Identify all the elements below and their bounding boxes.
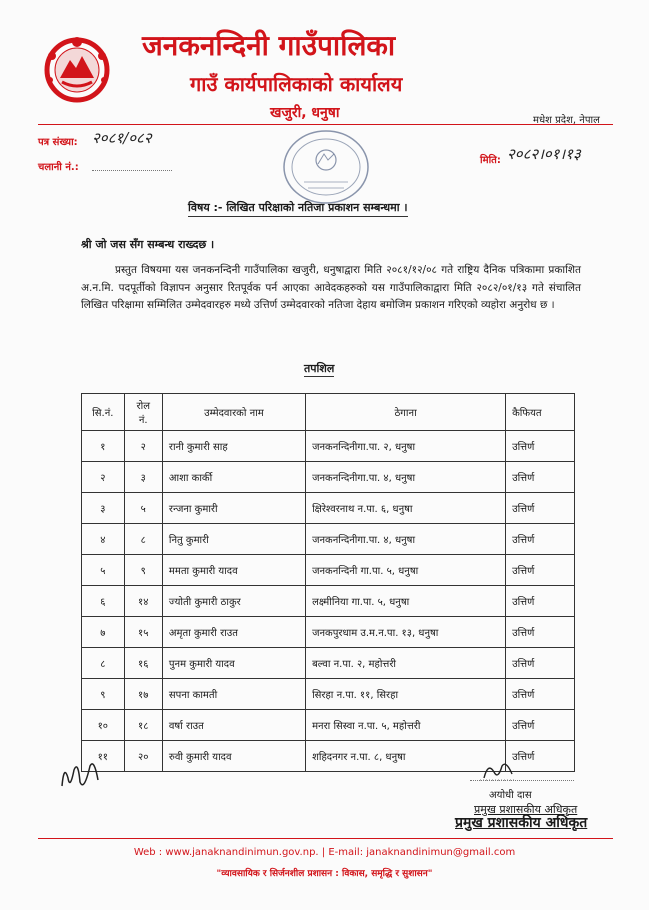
cell-remarks: उत्तिर्ण bbox=[506, 524, 575, 555]
handwritten-signature-icon bbox=[58, 756, 110, 796]
cell-address: क्षिरेश्वरनाथ न.पा. ६, धनुषा bbox=[306, 493, 506, 524]
col-header-sn: सि.नं. bbox=[82, 394, 125, 431]
col-header-remarks: कैफियत bbox=[506, 394, 575, 431]
cell-sn: ८ bbox=[82, 648, 125, 679]
letter-no-value: २०८१/०८२ bbox=[92, 129, 152, 147]
cell-roll: १७ bbox=[124, 679, 162, 710]
cell-address: बल्वा न.पा. २, महोत्तरी bbox=[306, 648, 506, 679]
table-row bbox=[82, 555, 575, 586]
nepal-emblem-icon bbox=[40, 34, 114, 104]
cell-address: मनरा सिस्वा न.पा. ५, महोत्तरी bbox=[306, 710, 506, 741]
col-header-roll: रोल नं. bbox=[124, 394, 162, 431]
cell-name: रानी कुमारी साह bbox=[162, 431, 305, 462]
salutation: श्री जो जस सँग सम्बन्ध राख्दछ । bbox=[81, 238, 215, 251]
cell-name: अमृता कुमारी राउत bbox=[162, 617, 305, 648]
org-name: जनकनन्दिनी गाउँपालिका bbox=[142, 29, 396, 62]
province-label: मधेश प्रदेश, नेपाल bbox=[533, 115, 600, 126]
date-label: मिति: bbox=[480, 155, 501, 166]
footer-email[interactable]: E-mail: janaknandinimun@gmail.com bbox=[328, 847, 516, 858]
cell-roll: ९ bbox=[124, 555, 162, 586]
header-divider bbox=[38, 124, 613, 125]
table-row bbox=[82, 710, 575, 741]
cell-sn: ४ bbox=[82, 524, 125, 555]
cell-remarks: उत्तिर्ण bbox=[506, 431, 575, 462]
cell-address: शहिदनगर न.पा. ८, धनुषा bbox=[306, 741, 506, 772]
office-name: गाउँ कार्यपालिकाको कार्यालय bbox=[190, 72, 403, 96]
cell-sn: २ bbox=[82, 462, 125, 493]
cell-remarks: उत्तिर्ण bbox=[506, 462, 575, 493]
cell-address: जनकपुरधाम उ.म.न.पा. १३, धनुषा bbox=[306, 617, 506, 648]
cell-remarks: उत्तिर्ण bbox=[506, 710, 575, 741]
date-value: २०८२।०१।१३ bbox=[507, 145, 581, 163]
table-row bbox=[82, 524, 575, 555]
table-row bbox=[82, 586, 575, 617]
cell-remarks: उत्तिर्ण bbox=[506, 586, 575, 617]
cell-remarks: उत्तिर्ण bbox=[506, 555, 575, 586]
table-row bbox=[82, 648, 575, 679]
dispatch-line bbox=[92, 170, 172, 171]
results-table bbox=[81, 393, 575, 772]
table-row bbox=[82, 617, 575, 648]
cell-sn: ६ bbox=[82, 586, 125, 617]
footer-motto: "व्यावसायिक र सिर्जनशील प्रशासन : विकास, समृद्धि र सुशासन" bbox=[216, 869, 433, 879]
table-row bbox=[82, 462, 575, 493]
dispatch-label: चलानी नं.: bbox=[38, 162, 79, 173]
cell-sn: ११ bbox=[82, 741, 125, 772]
cell-name: ममता कुमारी यादव bbox=[162, 555, 305, 586]
table-row bbox=[82, 679, 575, 710]
cell-roll: ८ bbox=[124, 524, 162, 555]
footer-separator: | bbox=[321, 847, 326, 858]
footer-divider bbox=[38, 838, 613, 839]
signatory-name: अयोधी दास bbox=[489, 790, 532, 801]
subject-line: विषय :- लिखित परिक्षाको नतिजा प्रकाशन सम्बन्धमा । bbox=[188, 200, 408, 217]
cell-roll: २ bbox=[124, 431, 162, 462]
signatory-designation: प्रमुख प्रशासकीय अधिकृत bbox=[474, 803, 578, 816]
footer-web[interactable]: Web : www.janaknandinimun.gov.np. bbox=[133, 847, 319, 858]
cell-roll: १६ bbox=[124, 648, 162, 679]
cell-sn: ३ bbox=[82, 493, 125, 524]
table-header-row bbox=[82, 394, 575, 431]
office-stamp-icon bbox=[278, 126, 374, 208]
cell-roll: ३ bbox=[124, 462, 162, 493]
cell-roll: १४ bbox=[124, 586, 162, 617]
cell-remarks: उत्तिर्ण bbox=[506, 648, 575, 679]
body-paragraph: प्रस्तुत विषयमा यस जनकनन्दिनी गाउँपालिका खजुरी, धनुषाद्वारा मिति २०८१/१२/०८ गते राष्ट्रिय दैनिक पत्रिकामा प्रकाशित अ.न.मि. पदपूर्तीको विज्ञापन अनुसार रितपूर्वक पर्न आएका आवेदकहरुको यस गाउँपालिकाद्वारा मिति २०८२/०१/१३ गते संचालित लिखित परिक्षामा सम्मिलित उम्मेदवारहरु मध्ये उत्तिर्ण उम्मेदवारको नतिजा देहाय बमोजिम प्रकाशन गरिएको व्यहोरा अनुरोध छ । bbox=[81, 264, 581, 311]
col-header-name: उम्मेदवारको नाम bbox=[162, 394, 305, 431]
table-row bbox=[82, 493, 575, 524]
cell-address: जनकनन्दिनीगा.पा. ४, धनुषा bbox=[306, 462, 506, 493]
cell-name: नितु कुमारी bbox=[162, 524, 305, 555]
signature-line bbox=[470, 780, 574, 781]
cell-roll: २० bbox=[124, 741, 162, 772]
cell-sn: ९ bbox=[82, 679, 125, 710]
cell-name: वर्षा राउत bbox=[162, 710, 305, 741]
office-location: खजुरी, धनुषा bbox=[270, 105, 340, 121]
designation-stamp: प्रमुख प्रशासकीय अधिकृत bbox=[455, 815, 588, 831]
cell-address: जनकनन्दिनी गा.पा. ५, धनुषा bbox=[306, 555, 506, 586]
cell-name: आशा कार्की bbox=[162, 462, 305, 493]
cell-name: रुवी कुमारी यादव bbox=[162, 741, 305, 772]
cell-address: लक्ष्मीनिया गा.पा. ५, धनुषा bbox=[306, 586, 506, 617]
cell-remarks: उत्तिर्ण bbox=[506, 741, 575, 772]
cell-roll: ५ bbox=[124, 493, 162, 524]
footer-contact bbox=[0, 847, 649, 858]
cell-remarks: उत्तिर्ण bbox=[506, 493, 575, 524]
cell-sn: १ bbox=[82, 431, 125, 462]
cell-roll: १८ bbox=[124, 710, 162, 741]
cell-remarks: उत्तिर्ण bbox=[506, 679, 575, 710]
cell-name: ज्योती कुमारी ठाकुर bbox=[162, 586, 305, 617]
cell-name: पुनम कुमारी यादव bbox=[162, 648, 305, 679]
cell-sn: १० bbox=[82, 710, 125, 741]
cell-name: सपना कामती bbox=[162, 679, 305, 710]
cell-address: सिरहा न.पा. ११, सिरहा bbox=[306, 679, 506, 710]
cell-address: जनकनन्दिनीगा.पा. २, धनुषा bbox=[306, 431, 506, 462]
cell-remarks: उत्तिर्ण bbox=[506, 617, 575, 648]
cell-sn: ५ bbox=[82, 555, 125, 586]
cell-name: रन्जना कुमारी bbox=[162, 493, 305, 524]
cell-sn: ७ bbox=[82, 617, 125, 648]
col-header-address: ठेगाना bbox=[306, 394, 506, 431]
table-row bbox=[82, 431, 575, 462]
cell-address: जनकनन्दिनीगा.पा. ४, धनुषा bbox=[306, 524, 506, 555]
letter-no-label: पत्र संख्या: bbox=[38, 137, 78, 148]
table-title: तपशिल bbox=[304, 362, 335, 375]
cell-roll: १५ bbox=[124, 617, 162, 648]
